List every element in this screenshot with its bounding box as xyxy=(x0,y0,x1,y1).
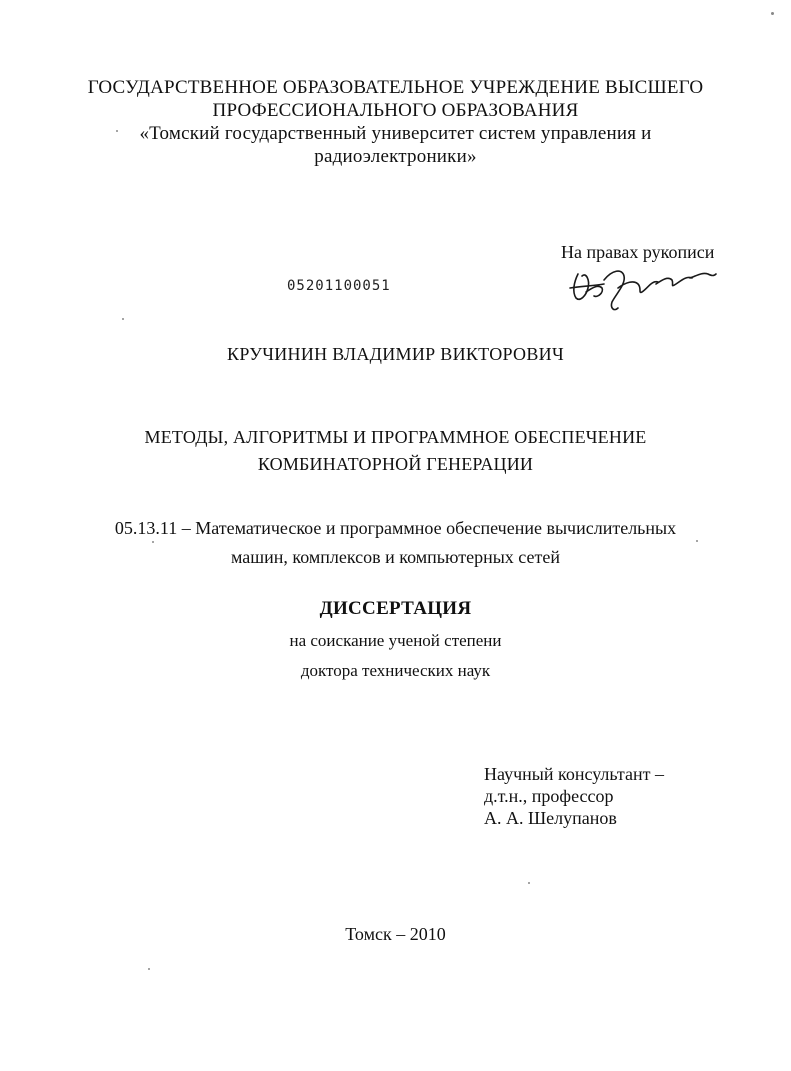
scan-speck xyxy=(528,882,530,884)
dissertation-title xyxy=(0,424,791,478)
scan-speck xyxy=(152,541,154,543)
consultant-line-3: А. А. Шелупанов xyxy=(484,808,617,828)
scan-speck xyxy=(122,318,124,320)
institution-line-4: радиоэлектроники» xyxy=(314,146,477,167)
scan-speck xyxy=(116,130,118,132)
specialty xyxy=(0,514,791,572)
author-name: КРУЧИНИН ВЛАДИМИР ВИКТОРОВИЧ xyxy=(227,344,564,364)
degree-line-2: доктора технических наук xyxy=(300,661,491,680)
specialty-line-1: 05.13.11 – Математическое и программное обеспечение вычислительных xyxy=(114,518,677,538)
institution-line-2: ПРОФЕССИОНАЛЬНОГО ОБРАЗОВАНИЯ xyxy=(212,100,579,121)
institution-line-1: ГОСУДАРСТВЕННОЕ ОБРАЗОВАТЕЛЬНОЕ УЧРЕЖДЕНИЕ ВЫСШЕГО xyxy=(87,77,704,98)
degree-line-1: на соискание ученой степени xyxy=(289,631,502,650)
institution-header xyxy=(0,76,791,168)
document-code: 05201100051 xyxy=(287,278,391,294)
consultant-line-1: Научный консультант – xyxy=(484,764,664,784)
scan-speck xyxy=(148,968,150,970)
scan-speck xyxy=(771,12,774,15)
signature-image xyxy=(568,262,718,317)
title-line-2: КОМБИНАТОРНОЙ ГЕНЕРАЦИИ xyxy=(257,454,534,474)
document-type: ДИССЕРТАЦИЯ xyxy=(319,598,472,619)
consultant-line-2: д.т.н., профессор xyxy=(484,786,614,806)
scan-speck xyxy=(696,540,698,542)
degree-info xyxy=(0,626,791,686)
institution-line-3: «Томский государственный университет систем управления и xyxy=(139,123,652,144)
rights-note: На правах рукописи xyxy=(561,242,715,262)
scientific-consultant xyxy=(484,763,664,829)
title-line-1: МЕТОДЫ, АЛГОРИТМЫ И ПРОГРАММНОЕ ОБЕСПЕЧЕНИЕ xyxy=(144,427,647,447)
place-and-year: Томск – 2010 xyxy=(345,924,446,944)
specialty-line-2: машин, комплексов и компьютерных сетей xyxy=(231,547,560,567)
